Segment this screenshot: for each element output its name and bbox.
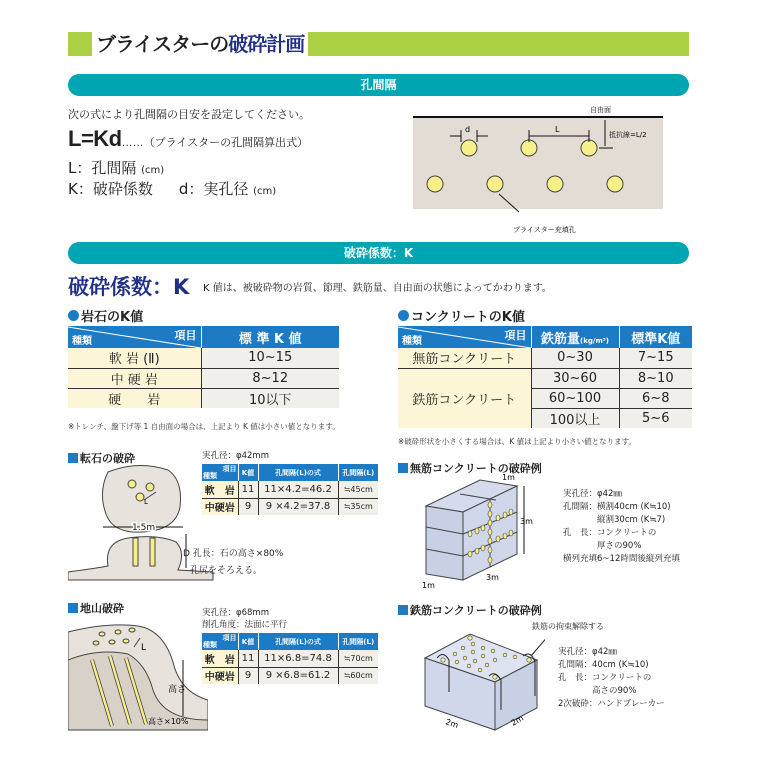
table-row: 中 硬 岩 8~12: [68, 368, 339, 388]
page-title: ブライスターの破砕計画: [96, 32, 305, 56]
table-row: 鉄筋コンクリート 30~60 8~10: [398, 368, 692, 388]
bullet-icon: [398, 310, 409, 321]
ground-table: 項目 種類 K値 孔間隔(L)の式 孔間隔(L) 軟 岩 11 11×6.8=74.8 ≒70cm 中硬岩 9 9 ×6.8=61.2 ≒60cm: [202, 633, 378, 684]
rock-note: ※トレンチ、盤下げ等 1 自由面の場合は、上記より K 値は小さい値となります。: [68, 422, 340, 431]
rock-k-table: [68, 326, 339, 408]
svg-text:1m: 1m: [502, 473, 515, 482]
svg-text:2m: 2m: [444, 717, 460, 730]
svg-text:高さ×10%: 高さ×10%: [148, 717, 189, 726]
plain-concrete-heading: 無筋コンクリートの破砕例: [398, 460, 542, 476]
ground-angle: 削孔角度：法面に平行: [202, 620, 288, 630]
rock-k-heading: 岩石のK値: [68, 306, 143, 325]
svg-text:抵抗線=L/2: 抵抗線=L/2: [609, 131, 647, 139]
rebar-concrete-specs: 実孔径：φ42㎜ 孔間隔：40cm (K≒10) 孔 長：コンクリートの 高さの90% 2次破砕：ハンドブレーカー: [558, 647, 665, 709]
table-row: 60~100 6~8: [398, 388, 692, 408]
title-accent-square: [68, 32, 92, 56]
svg-text:L: L: [555, 125, 560, 134]
table-row: 中硬岩 9 9 ×6.8=61.2 ≒60cm: [202, 667, 378, 684]
ground-diagram: [68, 612, 208, 732]
svg-text:ブライスター充填孔: ブライスター充填孔: [513, 226, 576, 234]
svg-text:d: d: [465, 125, 471, 134]
spacing-intro: 次の式により孔間隔の目安を設定してください。: [68, 108, 310, 121]
rebar-release-label: 鉄筋の拘束解除する: [532, 622, 604, 631]
svg-text:2m: 2m: [509, 713, 526, 728]
ground-heading: 地山破砕: [68, 600, 124, 616]
svg-text:高さ: 高さ: [168, 685, 187, 695]
svg-text:3m: 3m: [520, 517, 533, 526]
svg-text:3m: 3m: [486, 573, 499, 582]
table-row: 無筋コンクリート 0~30 7~15: [398, 348, 692, 368]
title-accent-bar: [308, 32, 689, 56]
table-row: 硬 岩 10以下: [68, 388, 339, 408]
table-row: 軟 岩 11 11×6.8=74.8 ≒70cm: [202, 650, 378, 667]
concrete-k-table: [398, 326, 692, 428]
boulder-diag-header: 項目 種類: [203, 465, 237, 480]
square-bullet-icon: [398, 605, 408, 615]
rock-col-k: 標 準 K 値: [201, 326, 339, 348]
def-K-d: K：破砕係数 d：実孔径 (cm): [68, 180, 277, 198]
svg-text:1.5m: 1.5m: [132, 523, 156, 533]
boulder-diameter: 実孔径：φ42mm: [202, 451, 269, 461]
rebar-concrete-heading: 鉄筋コンクリートの破砕例: [398, 602, 542, 618]
table-row: 軟 岩 11 11×4.2=46.2 ≒45cm: [202, 481, 378, 498]
svg-text:L: L: [141, 643, 147, 653]
rebar-concrete-diagram: [405, 620, 545, 738]
k-title: 破砕係数：K: [68, 275, 190, 299]
table-row: 軟 岩 (Ⅱ) 10~15: [68, 348, 339, 368]
svg-text:自由面: 自由面: [590, 106, 611, 114]
ground-diag-header: 項目 種類: [203, 634, 237, 649]
k-description: K 値は、被破砕物の岩質、節理、鉄筋量、自由面の状態によってかわります。: [203, 283, 552, 294]
boulder-table: 項目 種類 K値 孔間隔(L)の式 孔間隔(L) 軟 岩 11 11×4.2=46.2 ≒45cm 中硬岩 9 9 ×4.2=37.8 ≒35cm: [202, 464, 378, 515]
svg-text:L: L: [144, 498, 148, 506]
table-row: 100以上 5~6: [398, 408, 692, 428]
def-L: L：孔間隔 (cm): [68, 159, 165, 177]
plain-concrete-specs: 実孔径：φ42㎜ 孔間隔：横割40cm (K≒10) 縦割30cm (K≒7) 孔 長：コンクリートの 厚さの90% 横列充填6~12時間後縦列充填: [563, 489, 680, 564]
section-header-spacing: 孔間隔: [68, 74, 689, 96]
concrete-col-amount: 鉄筋量(kg/m³): [531, 326, 619, 348]
boulder-depth-label: D 孔長：石の高さ×80%: [183, 549, 284, 559]
boulder-heading: 転石の破砕: [68, 450, 135, 466]
square-bullet-icon: [398, 463, 408, 473]
boulder-bottom-label: 孔尻をそろえる。: [190, 566, 263, 576]
concrete-k-heading: コンクリートのK値: [398, 306, 525, 325]
concrete-col-k: 標準K値: [619, 326, 692, 348]
plain-concrete-diagram: [420, 472, 540, 590]
hole-spacing-diagram: [413, 100, 663, 238]
bullet-icon: [68, 310, 79, 321]
svg-text:1m: 1m: [422, 581, 435, 590]
table-row: 中硬岩 9 9 ×4.2=37.8 ≒35cm: [202, 498, 378, 515]
spacing-formula: L=Kd……（ブライスターの孔間隔算出式）: [68, 126, 309, 151]
ground-diameter: 実孔径：φ68mm: [202, 608, 269, 618]
concrete-note: ※破砕形状を小さくする場合は、K 値は上記より小さい値となります。: [398, 437, 636, 446]
rock-diag-header: 項目 種類: [68, 326, 201, 348]
page-title-bar: [68, 32, 689, 56]
section-header-k: 破砕係数：K: [68, 242, 689, 264]
concrete-diag-header: 項目 種類: [398, 326, 531, 348]
